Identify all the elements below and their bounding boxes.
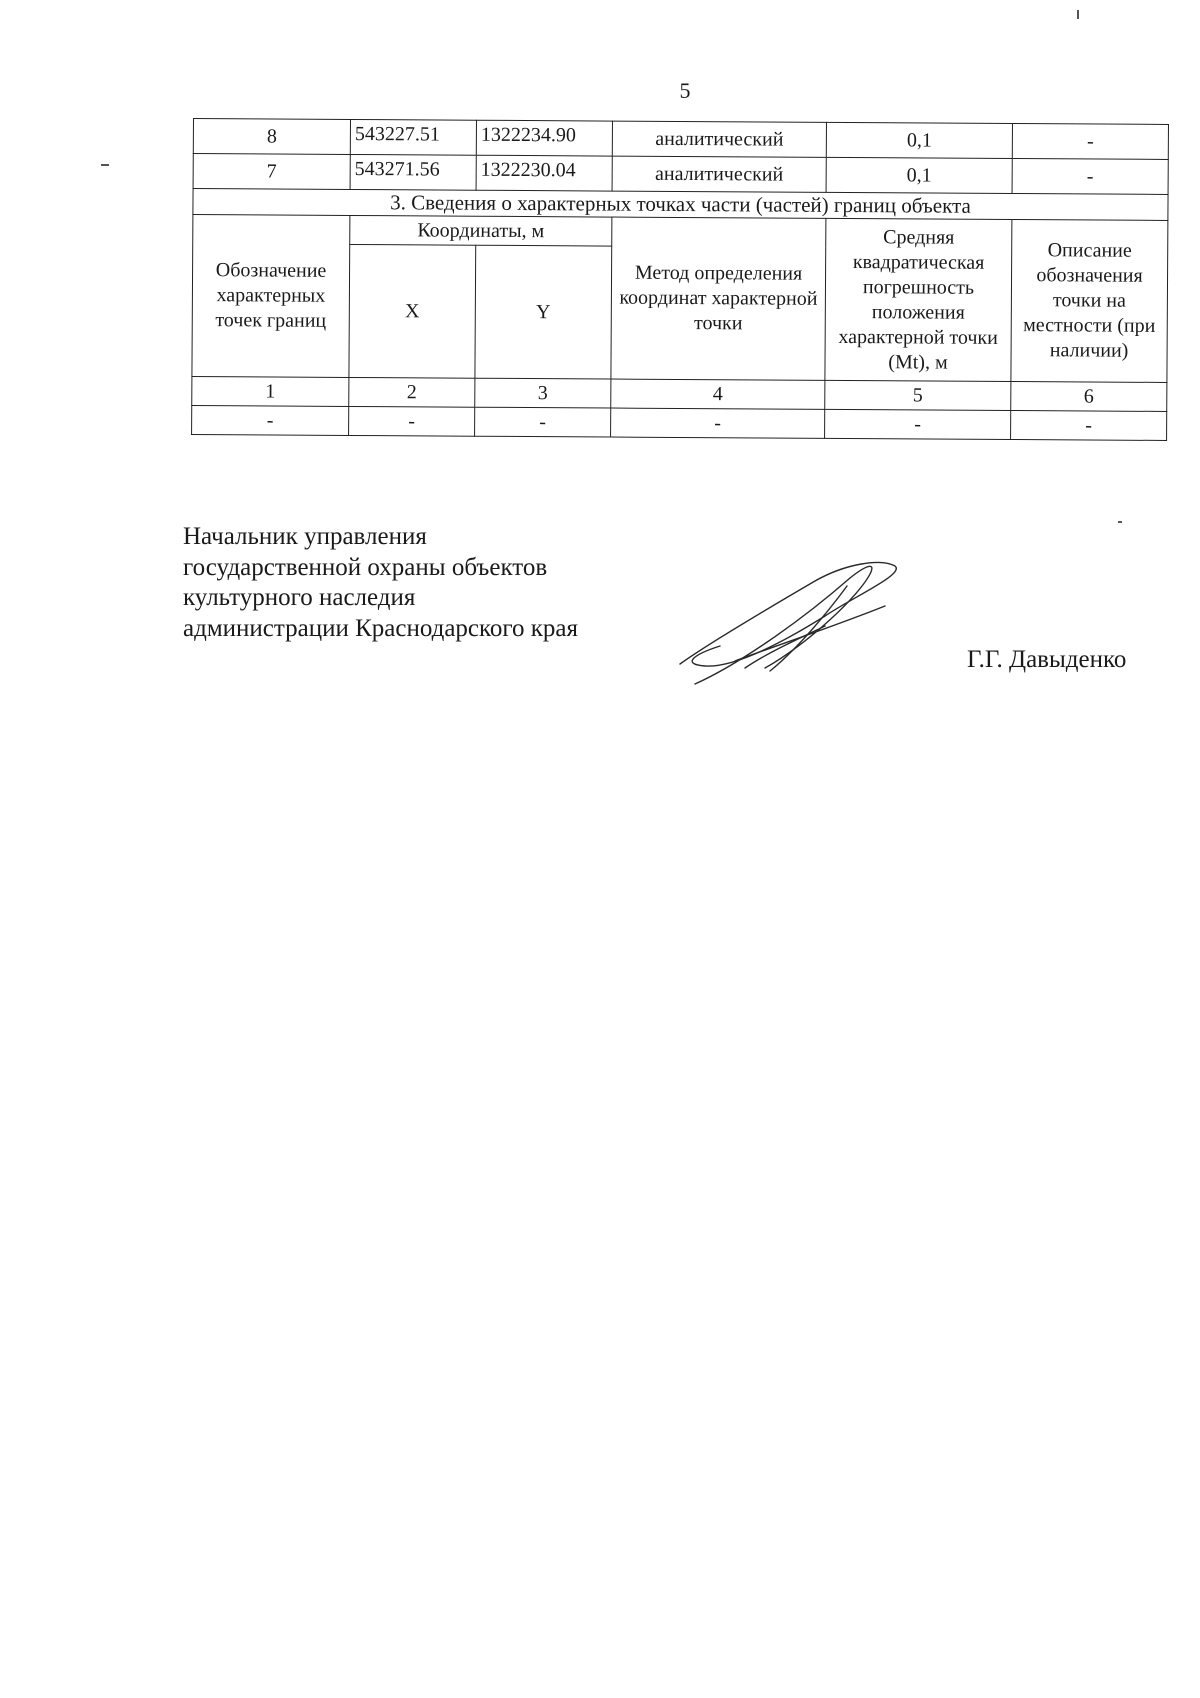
empty-cell: -	[825, 410, 1011, 440]
column-number: 2	[349, 378, 475, 408]
scan-speck	[1118, 521, 1122, 523]
header-point-designation: Обозначение характерных точек границ	[192, 215, 350, 378]
handwritten-signature	[675, 556, 915, 696]
column-number: 4	[611, 379, 825, 409]
header-row-1	[193, 215, 1168, 250]
method-cell: аналитический	[612, 121, 826, 157]
signer-name: Г.Г. Давыденко	[967, 646, 1127, 673]
signatory-title-line: Начальник управления	[183, 523, 427, 550]
signatory-title-line: государственной охраны объектов	[183, 553, 548, 581]
empty-cell: -	[1011, 411, 1167, 441]
table-row	[193, 154, 1168, 195]
header-error: Средняя квадратическая погрешность положения характерной точки (Mt), м	[825, 219, 1012, 382]
header-y: Y	[475, 245, 612, 379]
method-cell: аналитический	[612, 156, 826, 192]
error-cell: 0,1	[826, 157, 1012, 193]
boundary-points-table	[191, 118, 1169, 441]
table-row	[192, 406, 1167, 441]
error-cell: 0,1	[826, 122, 1012, 158]
column-number: 6	[1011, 382, 1167, 412]
scan-speck	[101, 164, 109, 166]
x-cell: 543227.51	[350, 119, 476, 155]
column-number: 3	[475, 378, 611, 408]
page-number: 5	[679, 78, 691, 103]
empty-cell: -	[192, 406, 349, 436]
description-cell: -	[1012, 124, 1168, 160]
empty-cell: -	[475, 407, 611, 437]
boundary-points-table-wrap	[191, 118, 1168, 441]
signatory-title-line: культурного наследия	[183, 584, 416, 611]
signatory-title	[183, 522, 578, 644]
section-title: 3. Сведения о характерных точках части (частей) границ объекта	[193, 189, 1168, 221]
y-cell: 1322230.04	[476, 155, 612, 191]
header-coordinates: Координаты, м	[350, 216, 612, 247]
empty-cell: -	[611, 408, 825, 438]
header-description: Описание обозначения точки на местности (при наличии)	[1011, 220, 1168, 383]
x-cell: 543271.56	[350, 154, 476, 190]
point-cell: 7	[193, 154, 350, 190]
column-number: 5	[825, 381, 1011, 411]
scan-speck	[1077, 10, 1079, 19]
description-cell: -	[1012, 159, 1168, 195]
column-number: 1	[192, 377, 349, 407]
y-cell: 1322234.90	[476, 120, 612, 156]
table-row	[193, 119, 1168, 160]
empty-cell: -	[349, 407, 475, 437]
header-x: X	[349, 245, 476, 379]
signatory-title-line: администрации Краснодарского края	[183, 614, 579, 642]
header-method: Метод определения координат характерной точки	[611, 217, 826, 380]
point-cell: 8	[193, 119, 350, 155]
